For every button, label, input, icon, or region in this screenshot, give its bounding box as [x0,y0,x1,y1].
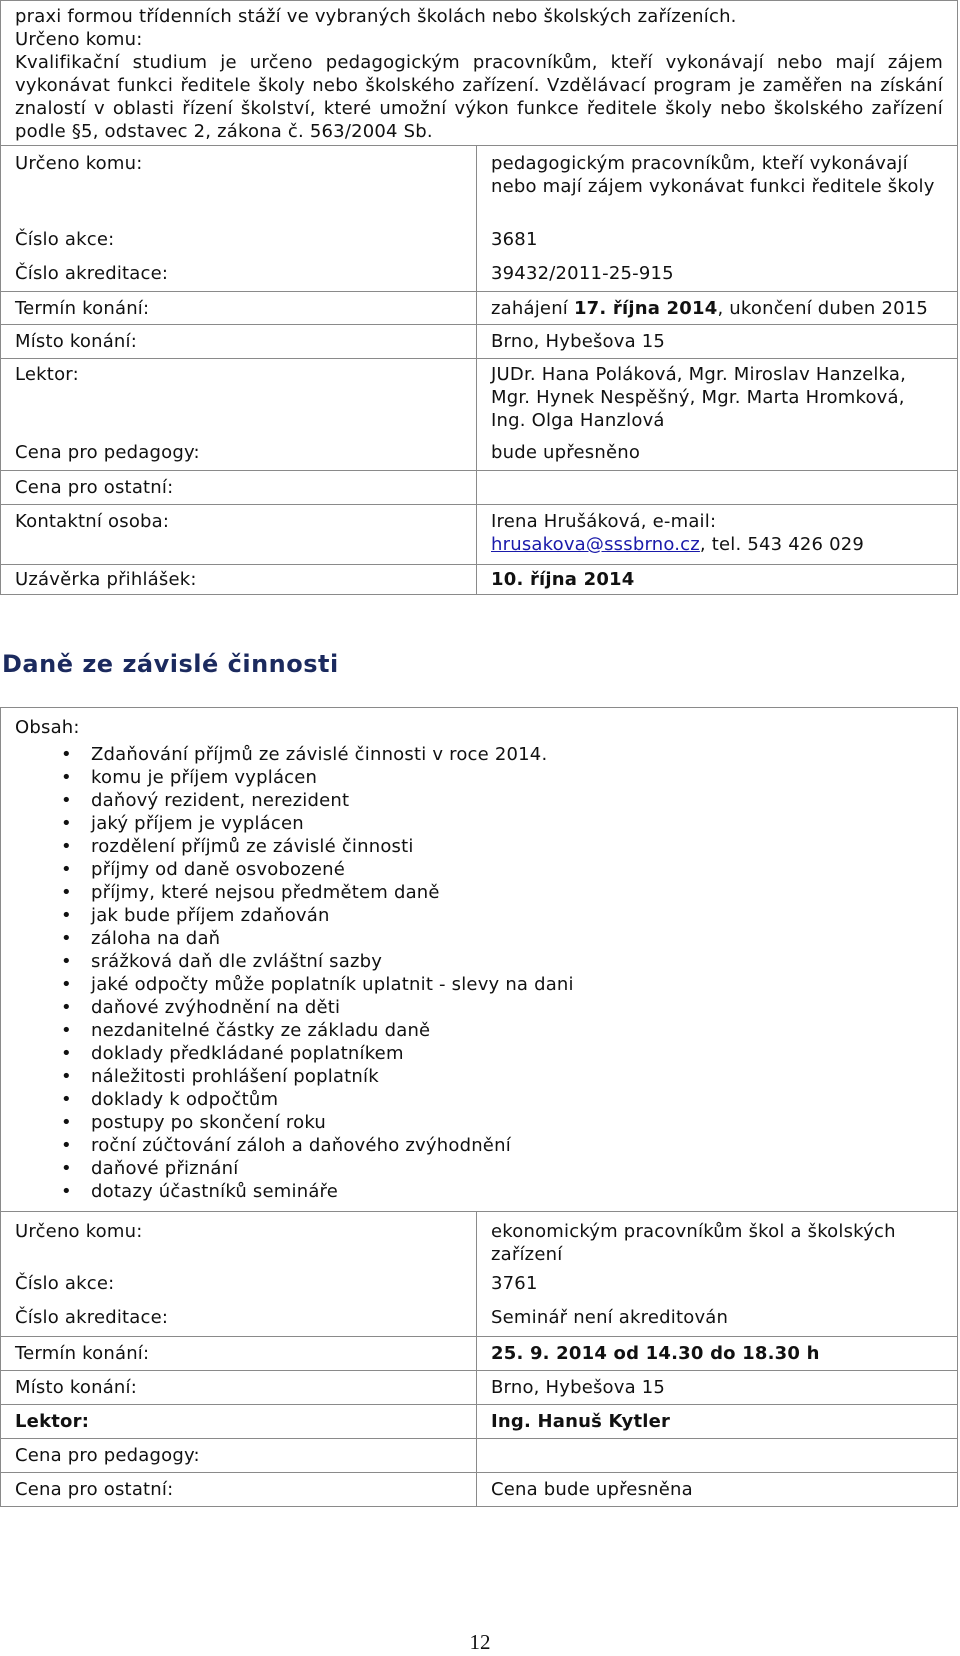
price-teachers-value-2 [477,1438,958,1472]
accreditation-label-2: Číslo akreditace: [1,1302,477,1336]
term-label: Termín konání: [1,292,477,325]
list-item: • srážková daň dle zvláštní sazby [91,950,943,973]
contact-email-link[interactable]: hrusakova@sssbrno.cz [491,534,700,555]
course-1-table [0,0,958,595]
price-teachers-value: bude upřesněno [477,437,958,471]
section-title: Daně ze závislé činnosti [2,650,339,678]
list-item: • příjmy od daně osvobozené [91,858,943,881]
term-label-2: Termín konání: [1,1336,477,1370]
list-item: • nezdanitelné částky ze základu daně [91,1019,943,1042]
audience-value: pedagogickým pracovníkům, kteří vykonávají nebo mají zájem vykonávat funkci ředitele školy [477,146,958,224]
accreditation-label: Číslo akreditace: [1,258,477,292]
list-item: • náležitosti prohlášení poplatník [91,1065,943,1088]
list-item: • jak bude příjem zdaňován [91,904,943,927]
action-value-2: 3761 [477,1268,958,1302]
topic-list [15,743,943,1203]
list-item: • příjmy, které nejsou předmětem daně [91,881,943,904]
price-others-value [477,471,958,505]
list-item: • Zdaňování příjmů ze závislé činnosti v roce 2014. [91,743,943,766]
list-item: • doklady k odpočtům [91,1088,943,1111]
list-item: • daňový rezident, nerezident [91,789,943,812]
term-value-2: 25. 9. 2014 od 14.30 do 18.30 h [477,1336,958,1370]
price-teachers-label: Cena pro pedagogy: [1,437,477,471]
accreditation-value-2: Seminář není akreditován [477,1302,958,1336]
audience-value-2: ekonomickým pracovníkům škol a školských zařízení [477,1212,958,1269]
content-label: Obsah: [15,717,80,738]
intro-paragraph: Kvalifikační studium je určeno pedagogickým pracovníkům, kteří vykonávají nebo mají zájem vykonávat funkci ředitele školy nebo školského zařízení. Vzdělávací program je zaměřen na získání znalostí v oblasti řízení školství, které umožní výkon funkce ředitele školy nebo školského zařízení podle §5, odstavec 2, zákona č. 563/2004 Sb. [15,52,943,142]
intro-cell [1,1,958,146]
list-item: • jaký příjem je vyplácen [91,812,943,835]
audience-label: Určeno komu: [1,146,477,224]
action-label-2: Číslo akce: [1,1268,477,1302]
audience-label-2: Určeno komu: [1,1212,477,1269]
contact-value: Irena Hrušáková, e-mail: hrusakova@sssbrno.cz, tel. 543 426 029 [477,505,958,565]
lector-label-2: Lektor: [1,1404,477,1438]
accreditation-value: 39432/2011-25-915 [477,258,958,292]
action-label: Číslo akce: [1,224,477,258]
list-item: • roční zúčtování záloh a daňového zvýhodnění [91,1134,943,1157]
place-value: Brno, Hybešova 15 [477,325,958,359]
lector-value: JUDr. Hana Poláková, Mgr. Miroslav Hanzelka, Mgr. Hynek Nespěšný, Mgr. Marta Hromková, Ing. Olga Hanzlová [477,359,958,437]
list-item: • jaké odpočty může poplatník uplatnit - slevy na dani [91,973,943,996]
price-others-label: Cena pro ostatní: [1,471,477,505]
list-item: • záloha na daň [91,927,943,950]
place-label-2: Místo konání: [1,1370,477,1404]
list-item: • daňové přiznání [91,1157,943,1180]
list-item: • rozdělení příjmů ze závislé činnosti [91,835,943,858]
place-label: Místo konání: [1,325,477,359]
price-teachers-label-2: Cena pro pedagogy: [1,1438,477,1472]
action-value: 3681 [477,224,958,258]
list-item: • postupy po skončení roku [91,1111,943,1134]
intro-line-2: Určeno komu: [15,29,143,50]
page-number: 12 [469,1630,491,1654]
lector-value-2: Ing. Hanuš Kytler [477,1404,958,1438]
price-others-value-2: Cena bude upřesněna [477,1472,958,1506]
deadline-value: 10. října 2014 [477,565,958,595]
place-value-2: Brno, Hybešova 15 [477,1370,958,1404]
intro-line-1: praxi formou třídenních stáží ve vybraných školách nebo školských zařízeních. [15,6,737,27]
list-item: • doklady předkládané poplatníkem [91,1042,943,1065]
term-value: zahájení 17. října 2014, ukončení duben 2015 [477,292,958,325]
lector-label: Lektor: [1,359,477,437]
list-item: • komu je příjem vyplácen [91,766,943,789]
list-item: • dotazy účastníků semináře [91,1180,943,1203]
deadline-label: Uzávěrka přihlášek: [1,565,477,595]
contact-label: Kontaktní osoba: [1,505,477,565]
list-item: • daňové zvýhodnění na děti [91,996,943,1019]
content-cell [1,708,958,1212]
price-others-label-2: Cena pro ostatní: [1,1472,477,1506]
course-2-table [0,707,958,1507]
